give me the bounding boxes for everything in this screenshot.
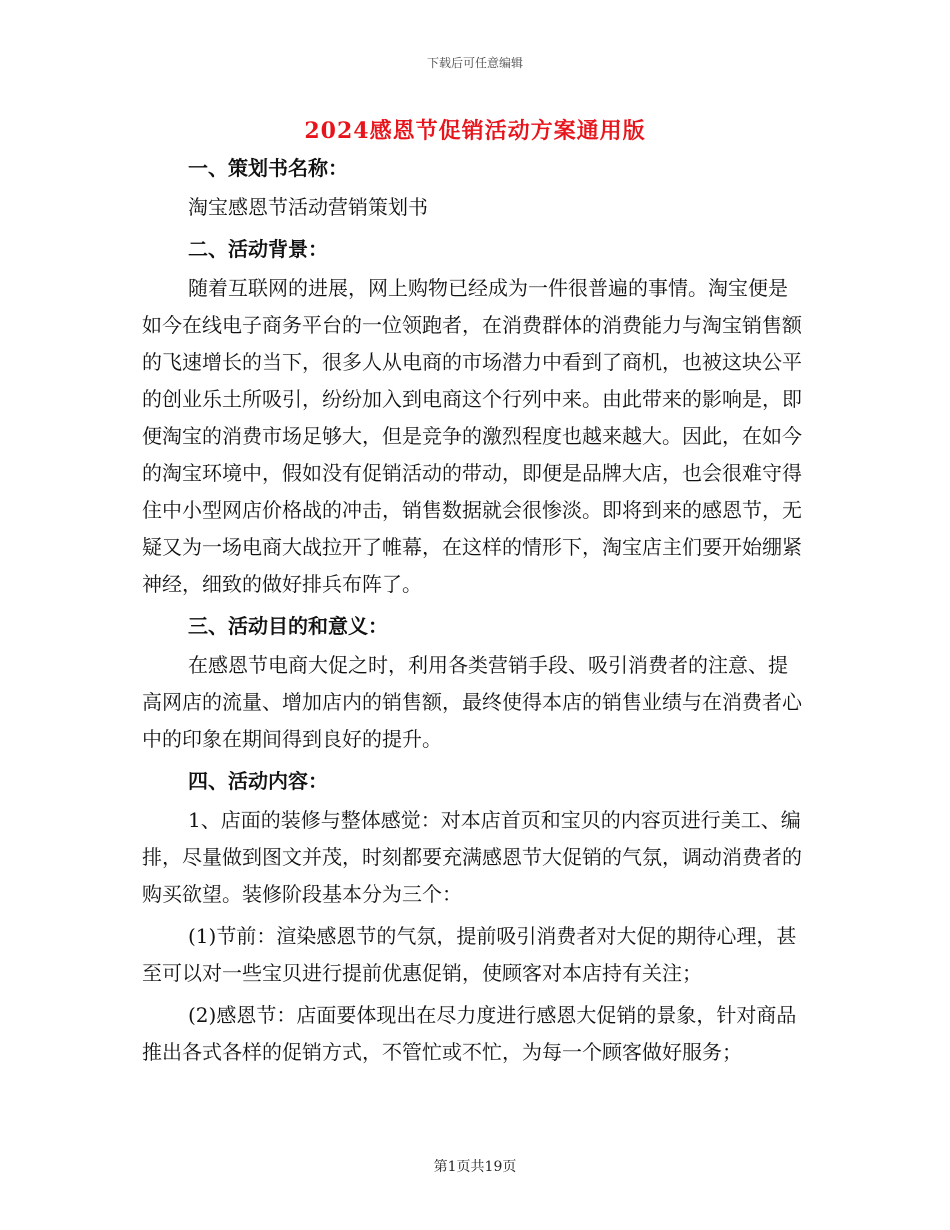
section-1-heading: 一、策划书名称： <box>188 156 348 180</box>
document-title: 2024感恩节促销活动方案通用版 <box>304 118 646 144</box>
header-note: 下载后可任意编辑 <box>426 56 523 70</box>
page-footer: 第1页共19页 <box>433 1159 517 1175</box>
section-3-heading: 三、活动目的和意义： <box>188 614 388 638</box>
section-1-body: 淘宝感恩节活动营销策划书 <box>188 195 428 219</box>
section-2-heading: 二、活动背景： <box>188 237 328 261</box>
section-4-subitem-2: (2)感恩节：店面要体现出在尽力度进行感恩大促销的景象，针对商品推出各式各样的促销方式，不管忙或不忙，为每一个顾客做好服务； <box>142 1003 797 1064</box>
section-4-subitem-1: (1)节前：渲染感恩节的气氛，提前吸引消费者对大促的期待心理，甚至可以对一些宝贝进行提前优惠促销，使顾客对本店持有关注； <box>142 924 797 985</box>
section-4-heading: 四、活动内容： <box>188 769 328 793</box>
document-body <box>142 150 802 1071</box>
section-4-item-1: 1、店面的装修与整体感觉：对本店首页和宝贝的内容页进行美工、编排，尽量做到图文并茂，时刻都要充满感恩节大促销的气氛，调动消费者的购买欲望。装修阶段基本分为三个： <box>142 808 802 906</box>
section-3-body: 在感恩节电商大促之时，利用各类营销手段、吸引消费者的注意、提高网店的流量、增加店内的销售额，最终使得本店的销售业绩与在消费者心中的印象在期间得到良好的提升。 <box>142 653 802 751</box>
section-2-body: 随着互联网的进展，网上购物已经成为一件很普遍的事情。淘宝便是如今在线电子商务平台的一位领跑者，在消费群体的消费能力与淘宝销售额的飞速增长的当下，很多人从电商的市场潜力中看到了商机，也被这块公平的创业乐土所吸引，纷纷加入到电商这个行列中来。由此带来的影响是，即便淘宝的消费市场足够大，但是竞争的激烈程度也越来越大。因此，在如今的淘宝环境中，假如没有促销活动的带动，即便是品牌大店，也会很难守得住中小型网店价格战的冲击，销售数据就会很惨淡。即将到来的感恩节，无疑又为一场电商大战拉开了帷幕，在这样的情形下，淘宝店主们要开始绷紧神经，细致的做好排兵布阵了。 <box>142 276 802 596</box>
